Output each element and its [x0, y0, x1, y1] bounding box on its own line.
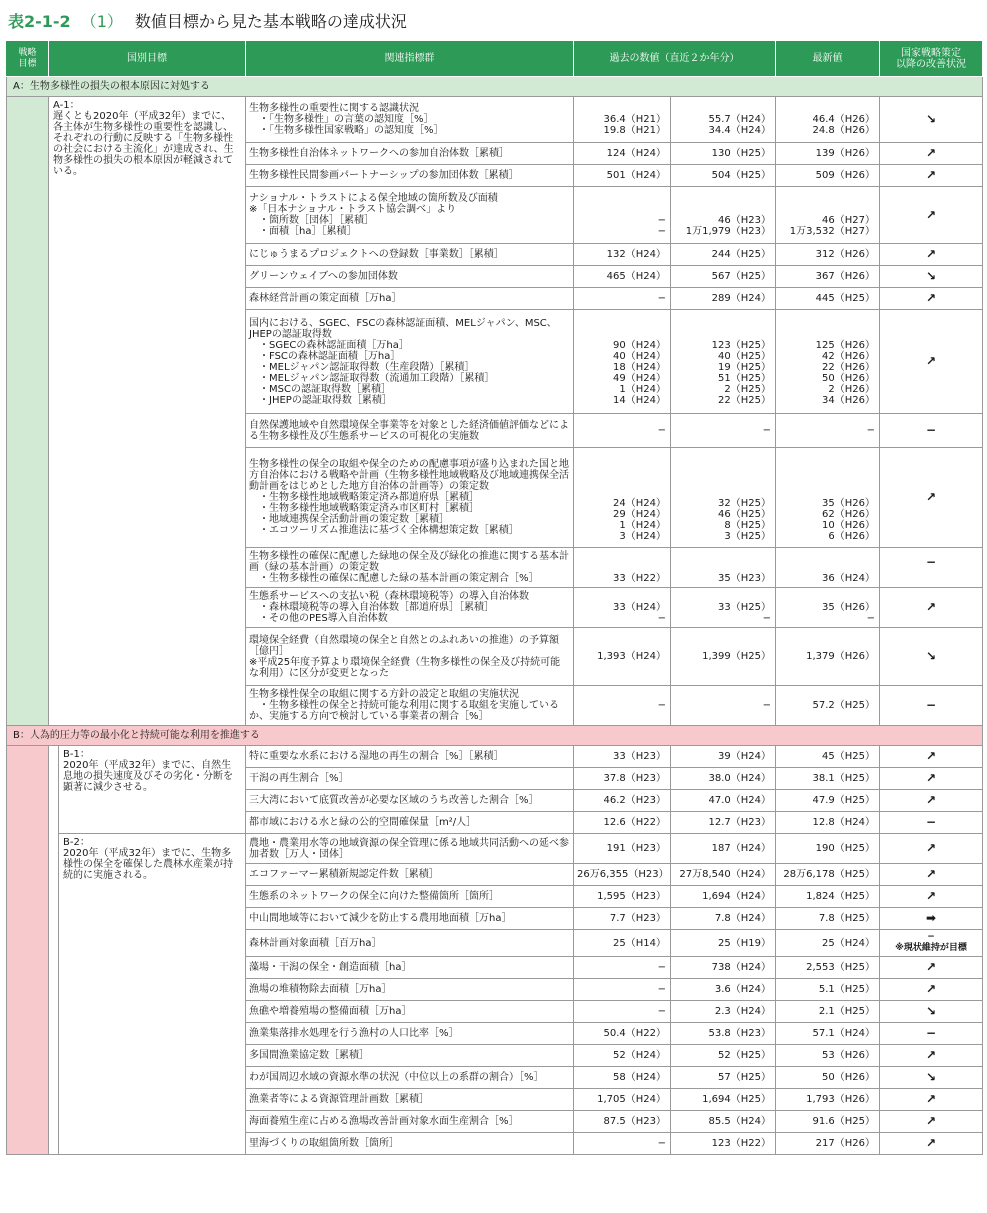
past-value-2: 33（H25） −	[671, 588, 776, 628]
past-value-1: 33（H24） −	[574, 588, 671, 628]
past-value-2: 7.8（H24）	[671, 908, 776, 930]
latest-value: 45（H25）	[776, 746, 880, 768]
latest-value: 50（H26）	[776, 1067, 880, 1089]
indent-cell	[49, 746, 59, 1155]
latest-value: 47.9（H25）	[776, 790, 880, 812]
latest-value: 312（H26）	[776, 244, 880, 266]
indicator-cell: 都市域における水と緑の公的空間確保量［m²/人］	[246, 812, 574, 834]
trend-arrow-icon: ↘	[880, 628, 983, 686]
trend-arrow-icon: ↗	[880, 143, 983, 165]
past-value-1: 52（H24）	[574, 1045, 671, 1067]
indicator-cell: 森林経営計画の策定面積［万ha］	[246, 288, 574, 310]
trend-arrow-icon: ↗	[880, 244, 983, 266]
trend-arrow-icon: −	[880, 548, 983, 588]
strategy-strip-b	[7, 746, 49, 1155]
past-value-2: 504（H25）	[671, 165, 776, 187]
past-value-2: 39（H24）	[671, 746, 776, 768]
trend-arrow-icon: ↘	[880, 266, 983, 288]
past-value-1: −	[574, 957, 671, 979]
past-value-2: 25（H19）	[671, 930, 776, 957]
goal-b1: B-1： 2020年（平成32年）までに、自然生息地の損失速度及びその劣化・分断を顕著に減少させる。	[59, 746, 246, 834]
past-value-1: 191（H23）	[574, 834, 671, 864]
trend-arrow-icon: ↗	[880, 165, 983, 187]
past-value-2: 53.8（H23）	[671, 1023, 776, 1045]
indicator-cell: 魚礁や増養殖場の整備面積［万ha］	[246, 1001, 574, 1023]
col-header-national-target: 国別目標	[49, 41, 246, 77]
col-header-strategy: 戦略 目標	[7, 41, 49, 77]
indicator-cell: 生物多様性自治体ネットワークへの参加自治体数［累積］	[246, 143, 574, 165]
section-a-header-label: A：生物多様性の損失の根本原因に対処する	[7, 77, 983, 97]
indicator-cell: ナショナル・トラストによる保全地域の箇所数及び面積 ※「日本ナショナル・トラスト協会調べ」より ・箇所数［団体］［累積］ ・面積［ha］［累積］	[246, 187, 574, 244]
past-value-1: 37.8（H23）	[574, 768, 671, 790]
indicator-cell: 特に重要な水系における湿地の再生の割合［%］［累積］	[246, 746, 574, 768]
indicator-cell: 森林計画対象面積［百万ha］	[246, 930, 574, 957]
latest-value: 445（H25）	[776, 288, 880, 310]
indicator-cell: 多国間漁業協定数［累積］	[246, 1045, 574, 1067]
trend-arrow-icon: ↘	[880, 97, 983, 143]
latest-value: 190（H25）	[776, 834, 880, 864]
past-value-2: 47.0（H24）	[671, 790, 776, 812]
indicator-cell: 生態系サービスへの支払い税（森林環境税等）の導入自治体数 ・森林環境税等の導入自治体数［都道府県］［累積］ ・その他のPES導入自治体数	[246, 588, 574, 628]
latest-value: 367（H26）	[776, 266, 880, 288]
indicator-cell: 国内における、SGEC、FSCの森林認証面積、MELジャパン、MSC、JHEPの認証取得数 ・SGECの森林認証面積［万ha］ ・FSCの森林認証面積［万ha］ ・MELジャパン認証取得数（生産段階）［累積］ ・MELジャパン認証取得数（流通加工段階）［累積］ ・MSCの認証取得数［累積］ ・JHEPの認証取得数［累積］	[246, 310, 574, 414]
trend-arrow-icon: ↗	[880, 979, 983, 1001]
past-value-1: 87.5（H23）	[574, 1111, 671, 1133]
table-row	[7, 746, 983, 768]
table-row	[7, 834, 983, 864]
latest-value: −	[776, 414, 880, 448]
indicator-cell: 漁業者等による資源管理計画数［累積］	[246, 1089, 574, 1111]
latest-value: 28万6,178（H25）	[776, 864, 880, 886]
latest-value: 91.6（H25）	[776, 1111, 880, 1133]
table-subnumber: （1）	[80, 11, 123, 31]
latest-value: 1,379（H26）	[776, 628, 880, 686]
strategy-strip-a	[7, 97, 49, 726]
past-value-2: 1,399（H25）	[671, 628, 776, 686]
col-header-latest: 最新値	[776, 41, 880, 77]
past-value-2: 27万8,540（H24）	[671, 864, 776, 886]
past-value-2: 46（H23） 1万1,979（H23）	[671, 187, 776, 244]
past-value-1: 465（H24）	[574, 266, 671, 288]
past-value-1: 58（H24）	[574, 1067, 671, 1089]
indicator-cell: 自然保護地域や自然環境保全事業等を対象とした経済価値評価などによる生物多様性及び生態系サービスの可視化の実施数	[246, 414, 574, 448]
latest-value: 12.8（H24）	[776, 812, 880, 834]
past-value-2: 2.3（H24）	[671, 1001, 776, 1023]
past-value-1: −	[574, 1001, 671, 1023]
indicator-cell: 生態系のネットワークの保全に向けた整備箇所［箇所］	[246, 886, 574, 908]
past-value-1: −	[574, 1133, 671, 1155]
past-value-1: 90（H24） 40（H24） 18（H24） 49（H24） 1（H24） 14（H24）	[574, 310, 671, 414]
past-value-2: 3.6（H24）	[671, 979, 776, 1001]
indicator-cell: 生物多様性の確保に配慮した緑地の保全及び緑化の推進に関する基本計画（緑の基本計画）の策定数 ・生物多様性の確保に配慮した緑の基本計画の策定割合［%］	[246, 548, 574, 588]
trend-arrow-icon: ↗	[880, 834, 983, 864]
latest-value: 139（H26）	[776, 143, 880, 165]
trend-arrow-icon: −	[880, 1023, 983, 1045]
indicator-cell: 生物多様性民間参画パートナーシップの参加団体数［累積］	[246, 165, 574, 187]
past-value-2: 85.5（H24）	[671, 1111, 776, 1133]
trend-arrow-icon: ↗	[880, 1133, 983, 1155]
section-b-header-label: B：人為的圧力等の最小化と持続可能な利用を推進する	[7, 726, 983, 746]
trend-arrow-icon: ↗	[880, 588, 983, 628]
past-value-2: −	[671, 414, 776, 448]
past-value-1: 33（H23）	[574, 746, 671, 768]
past-value-1: 1,393（H24）	[574, 628, 671, 686]
latest-value: 1,793（H26）	[776, 1089, 880, 1111]
latest-value: 53（H26）	[776, 1045, 880, 1067]
past-value-2: −	[671, 686, 776, 726]
trend-arrow-icon: ↗	[880, 768, 983, 790]
indicator-cell: にじゅうまるプロジェクトへの登録数［事業数］［累積］	[246, 244, 574, 266]
indicator-cell: 海面養殖生産に占める漁場改善計画対象水面生産割合［%］	[246, 1111, 574, 1133]
latest-value: 57.1（H24）	[776, 1023, 880, 1045]
section-a-header	[7, 77, 983, 97]
trend-arrow-icon: ↗	[880, 288, 983, 310]
past-value-1: 50.4（H22）	[574, 1023, 671, 1045]
achievement-table	[6, 40, 983, 1155]
indicator-cell: 藻場・干潟の保全・創造面積［ha］	[246, 957, 574, 979]
latest-value: 57.2（H25）	[776, 686, 880, 726]
indicator-cell: エコファーマー累積新規認定件数［累積］	[246, 864, 574, 886]
section-b-header	[7, 726, 983, 746]
latest-value: 46.4（H26） 24.8（H26）	[776, 97, 880, 143]
trend-arrow-icon: ↗	[880, 310, 983, 414]
latest-value: 38.1（H25）	[776, 768, 880, 790]
indicator-cell: 生物多様性保全の取組に関する方針の設定と取組の実施状況 ・生物多様性の保全と持続可能な利用に関する取組を実施しているか、実施する方向で検討している事業者の割合［%］	[246, 686, 574, 726]
past-value-2: 12.7（H23）	[671, 812, 776, 834]
past-value-1: 25（H14）	[574, 930, 671, 957]
past-value-2: 130（H25）	[671, 143, 776, 165]
trend-arrow-icon: ↗	[880, 790, 983, 812]
table-row	[7, 97, 983, 143]
past-value-1: 1,705（H24）	[574, 1089, 671, 1111]
trend-arrow-icon: ↘	[880, 1001, 983, 1023]
past-value-2: 1,694（H25）	[671, 1089, 776, 1111]
past-value-2: 55.7（H24） 34.4（H24）	[671, 97, 776, 143]
latest-value: 25（H24）	[776, 930, 880, 957]
past-value-1: 36.4（H21） 19.8（H21）	[574, 97, 671, 143]
past-value-2: 38.0（H24）	[671, 768, 776, 790]
trend-arrow-icon: ↗	[880, 1111, 983, 1133]
indicator-cell: 生物多様性の保全の取組や保全のための配慮事項が盛り込まれた国と地方自治体における戦略や計画（生物多様性地域戦略及び地域連携保全活動計画をはじめとした地方自治体の計画等）の策定数 ・生物多様性地域戦略策定済み都道府県［累積］ ・生物多様性地域戦略策定済み市区町村［累積］ ・地域連携保全活動計画の策定数［累積］ ・エコツーリズム推進法に基づく全体構想策定数［累積］	[246, 448, 574, 548]
past-value-1: − −	[574, 187, 671, 244]
trend-arrow-icon: −	[880, 686, 983, 726]
trend-arrow-icon: −	[880, 812, 983, 834]
latest-value: 36（H24）	[776, 548, 880, 588]
past-value-1: −	[574, 979, 671, 1001]
trend-arrow-icon: ↗	[880, 448, 983, 548]
latest-value: 5.1（H25）	[776, 979, 880, 1001]
trend-arrow-icon: ↗	[880, 957, 983, 979]
latest-value: 35（H26） −	[776, 588, 880, 628]
past-value-1: 33（H22）	[574, 548, 671, 588]
latest-value: 2,553（H25）	[776, 957, 880, 979]
indicator-cell: 漁場の堆積物除去面積［万ha］	[246, 979, 574, 1001]
trend-arrow-icon: ↘	[880, 1067, 983, 1089]
past-value-1: 46.2（H23）	[574, 790, 671, 812]
latest-value: 7.8（H25）	[776, 908, 880, 930]
past-value-2: 123（H25） 40（H25） 19（H25） 51（H25） 2（H25） 22（H25）	[671, 310, 776, 414]
past-value-2: 738（H24）	[671, 957, 776, 979]
past-value-2: 123（H22）	[671, 1133, 776, 1155]
indicator-cell: 干潟の再生割合［%］	[246, 768, 574, 790]
past-value-1: 7.7（H23）	[574, 908, 671, 930]
past-value-1: 24（H24） 29（H24） 1（H24） 3（H24）	[574, 448, 671, 548]
past-value-1: −	[574, 686, 671, 726]
indicator-cell: 漁業集落排水処理を行う漁村の人口比率［%］	[246, 1023, 574, 1045]
latest-value: 35（H26） 62（H26） 10（H26） 6（H26）	[776, 448, 880, 548]
latest-value: 46（H27） 1万3,532（H27）	[776, 187, 880, 244]
col-header-indicators: 関連指標群	[246, 41, 574, 77]
goal-a1: A-1： 遅くとも2020年（平成32年）までに、各主体が生物多様性の重要性を認識し、それぞれの行動に反映する「生物多様性の社会における主流化」が達成され、生物多様性の損失の根本原因が軽減されている。	[49, 97, 246, 726]
table-title	[0, 0, 987, 40]
trend-arrow-icon: ➡	[880, 908, 983, 930]
latest-value: 2.1（H25）	[776, 1001, 880, 1023]
past-value-1: −	[574, 288, 671, 310]
col-header-past-values: 過去の数値（直近２か年分）	[574, 41, 776, 77]
trend-arrow-icon: ↗	[880, 864, 983, 886]
latest-value: 125（H26） 42（H26） 22（H26） 50（H26） 2（H26） 34（H26）	[776, 310, 880, 414]
past-value-2: 52（H25）	[671, 1045, 776, 1067]
trend-arrow-icon: −	[880, 414, 983, 448]
past-value-1: 132（H24）	[574, 244, 671, 266]
col-header-improvement: 国家戦略策定 以降の改善状況	[880, 41, 983, 77]
trend-arrow-icon: ↗	[880, 1089, 983, 1111]
indicator-cell: グリーンウェイブへの参加団体数	[246, 266, 574, 288]
past-value-2: 35（H23）	[671, 548, 776, 588]
past-value-1: 1,595（H23）	[574, 886, 671, 908]
trend-arrow-icon: ↗	[880, 187, 983, 244]
latest-value: 1,824（H25）	[776, 886, 880, 908]
indicator-cell: 三大湾において底質改善が必要な区域のうち改善した割合［%］	[246, 790, 574, 812]
past-value-2: 187（H24）	[671, 834, 776, 864]
past-value-2: 1,694（H24）	[671, 886, 776, 908]
past-value-1: 124（H24）	[574, 143, 671, 165]
indicator-cell: 中山間地域等において減少を防止する農用地面積［万ha］	[246, 908, 574, 930]
past-value-1: 12.6（H22）	[574, 812, 671, 834]
past-value-2: 32（H25） 46（H25） 8（H25） 3（H25）	[671, 448, 776, 548]
indicator-cell: 生物多様性の重要性に関する認識状況 ・「生物多様性」の言葉の認知度［%］ ・「生物多様性国家戦略」の認知度［%］	[246, 97, 574, 143]
indicator-cell: 里海づくりの取組箇所数［箇所］	[246, 1133, 574, 1155]
indicator-cell: わが国周辺水域の資源水準の状況（中位以上の系群の割合）［%］	[246, 1067, 574, 1089]
trend-arrow-icon: ↗	[880, 886, 983, 908]
past-value-2: 244（H25）	[671, 244, 776, 266]
trend-arrow-icon: ↗	[880, 746, 983, 768]
past-value-2: 567（H25）	[671, 266, 776, 288]
past-value-1: 26万6,355（H23）	[574, 864, 671, 886]
table-number: 表2-1-2	[8, 11, 71, 31]
latest-value: 509（H26）	[776, 165, 880, 187]
past-value-1: −	[574, 414, 671, 448]
indicator-cell: 環境保全経費（自然環境の保全と自然とのふれあいの推進）の予算額［億円］ ※平成25年度予算より環境保全経費（生物多様性の保全及び持続可能な利用）に区分が変更となった	[246, 628, 574, 686]
latest-value: 217（H26）	[776, 1133, 880, 1155]
table-title-text: 数値目標から見た基本戦略の達成状況	[134, 11, 407, 31]
past-value-2: 57（H25）	[671, 1067, 776, 1089]
trend-arrow-icon: − ※現状維持が目標	[880, 930, 983, 957]
goal-b2: B-2： 2020年（平成32年）までに、生物多様性の保全を確保した農林水産業が持続的に実施される。	[59, 834, 246, 1155]
past-value-1: 501（H24）	[574, 165, 671, 187]
trend-arrow-icon: ↗	[880, 1045, 983, 1067]
past-value-2: 289（H24）	[671, 288, 776, 310]
indicator-cell: 農地・農業用水等の地域資源の保全管理に係る地域共同活動への延べ参加者数［万人・団体］	[246, 834, 574, 864]
